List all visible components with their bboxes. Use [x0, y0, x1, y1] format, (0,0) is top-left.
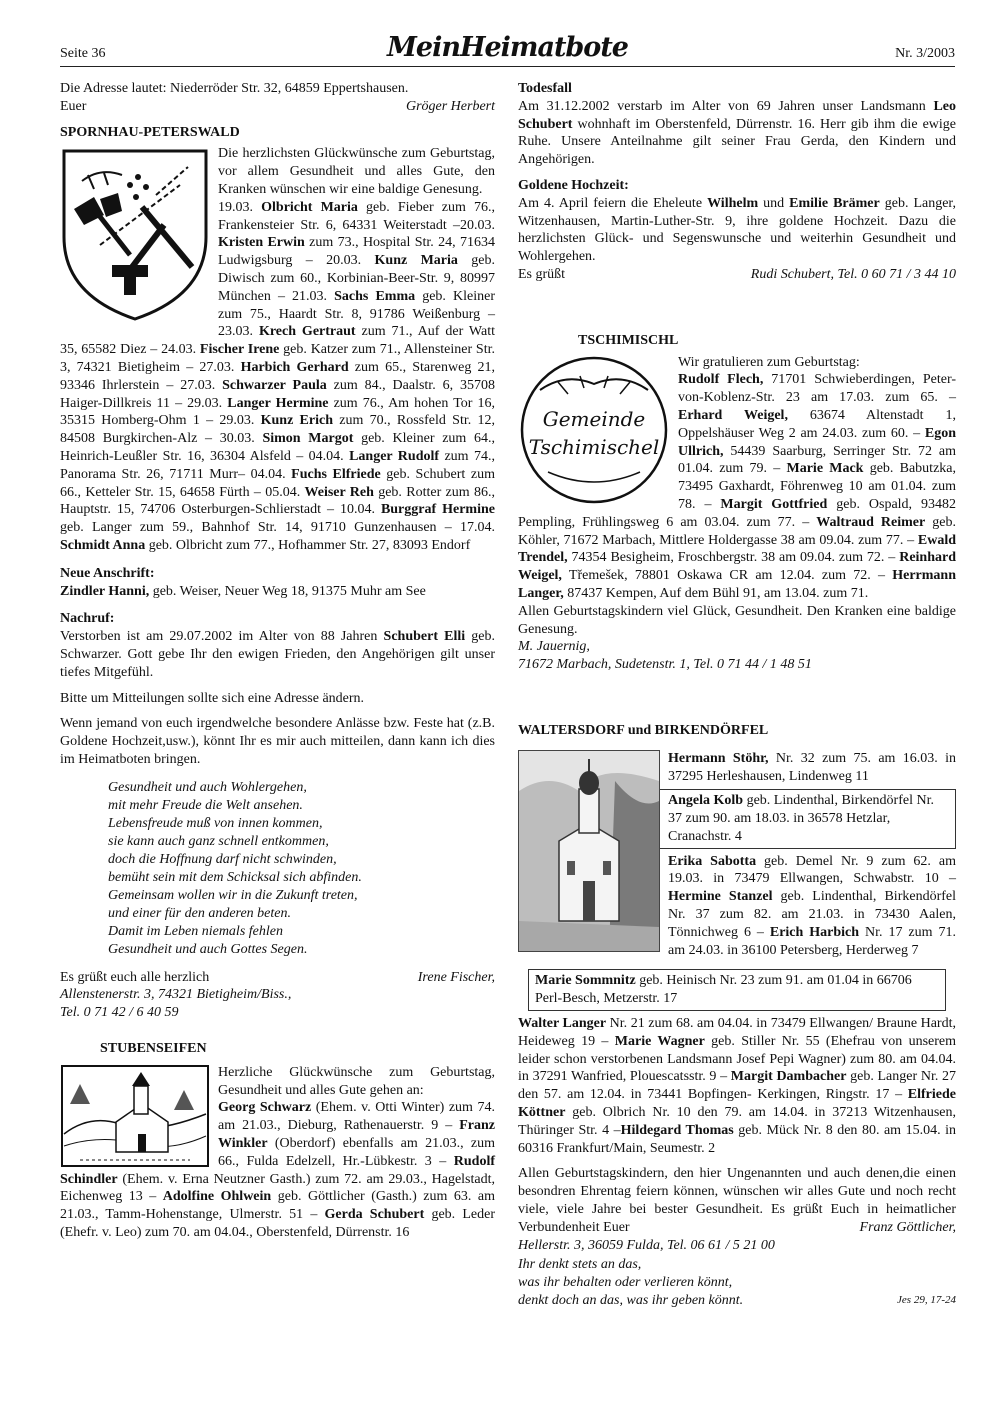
spornhau-greeting: Die herzlichsten Glückwünsche zum Geburtstag, vor allem Gesundheit und alles Gute, den Kranken wünschen wir eine baldige Genesung. [218, 146, 495, 197]
st-name: Franz Winkler [218, 1118, 495, 1152]
ts-details: 63674 Altenstadt 1, Oppelshäuser Weg 2 am 24.03. zum 60. – [678, 407, 956, 441]
poem-line: Gesundheit und auch Gottes Segen. [108, 941, 308, 957]
wa-details: geb. Stiller Nr. 55 (Ehefrau von unserem leider schon verstorbenen Landsmann Josef Pepi Wagner) zum 80. am 04.04. in 37291 Wanfried, Plouescatsstr. 9 – [518, 1033, 956, 1085]
wa-details: Nr. 17 zum 71. am 24.03. in 36100 Petersberg, Herderweg 7 [668, 924, 956, 958]
wa-details: Nr. 32 zum 75. am 16.03. in 37295 Herleshausen, Lindenweg 11 [668, 750, 956, 784]
fischer-name: Irene Fischer, [417, 969, 495, 985]
quote-last-line-row [518, 1292, 956, 1310]
spornhau-coat-of-arms-image [60, 145, 210, 323]
nachruf-text [60, 628, 495, 681]
highlight-box-sommnitz [528, 969, 946, 1011]
wa-name: Marie Wagner [614, 1033, 705, 1049]
quote-reference: Jes 29, 17-24 [897, 1294, 956, 1307]
left-column [60, 80, 495, 1242]
ts-name: Margit Gottfried [720, 496, 828, 512]
ts-details: geb. Babutzka, 73495 Gaxhardt, Föhrenweg 10 am 01.04. zum 78. – [678, 461, 956, 512]
ts-name: Erhard Weigel, [678, 407, 788, 423]
goettlicher-name: Franz Göttlicher, [859, 1219, 956, 1235]
fischer-greeting: Es grüßt euch alle herzlich [60, 969, 210, 985]
ts-name: Reinhard Weigel, [518, 550, 956, 584]
wa-name: Walter Langer [518, 1016, 607, 1032]
bible-quote [518, 1256, 956, 1309]
bitte-text: Bitte um Mitteilungen sollte sich eine Adresse ändern. [60, 690, 365, 706]
tschimischel-seal-image [518, 354, 670, 506]
poem-line: und einer für den anderen beten. [108, 905, 291, 921]
wa-name: Hildegard Thomas [620, 1122, 734, 1138]
gold-signature-row [518, 266, 956, 284]
st-name: Rudolf Schindler [60, 1153, 495, 1187]
poem-line: doch die Hoffnung darf nicht schwinden, [108, 851, 337, 867]
section-title-stubenseifen: STUBENSEIFEN [100, 1041, 207, 1057]
bd-name: Simon Margot [262, 431, 354, 447]
bd-name: Harbich Gerhard [240, 359, 349, 375]
nachruf-name: Schubert Elli [383, 629, 466, 645]
wa-name: Erich Harbich [769, 924, 860, 940]
poem-line: mit mehr Freude die Welt ansehen. [108, 797, 303, 813]
fischer-address: Allenstenerstr. 3, 74321 Bietigheim/Biss., [60, 987, 292, 1003]
bd-details: zum 71., Auf der Watt 35, 65582 Diez – 24.03. [60, 324, 496, 358]
jauernig-name: M. Jauernig, [518, 639, 590, 655]
todesfall-pre: Am 31.12.2002 verstarb im Alter von 69 Jahren unser Landsmann [518, 98, 934, 114]
todesfall-post: wohnhaft im Oberstenfeld, Dürrenstr. 16. Herr gib ihm die ewige Ruhe. Unsere Anteilnahme gilt seiner Frau Gerda, den Kindern und Angehörigen. [518, 116, 956, 168]
bd-name: Fuchs Elfriede [291, 466, 381, 482]
bd-name: Kunz Erich [260, 413, 333, 429]
bd-name: Weiser Reh [304, 484, 374, 500]
tschimischl-greeting: Wir gratulieren zum Geburtstag: [678, 354, 860, 370]
waltersdorf-closing [518, 1165, 956, 1236]
wa-name: Erika Sabotta [668, 853, 757, 869]
ts-name: Ewald Trendel, [518, 532, 956, 566]
quote-line: was ihr behalten oder verlieren könnt, [518, 1275, 733, 1291]
intro-euer: Euer [60, 98, 87, 114]
walt-closing-text: Allen Geburtstagskindern, den hier Ungenannten und auch denen,die einen besondren Ehrentag feiern können, wünschen wir alles Gute und noch recht viele, viele Jahre bei bester Gesundheit. Es grüßt Euch in heimatlicher Verbundenheit Euer [518, 1166, 956, 1235]
bd-details: geb. Fieber zum 76., Frankensteier Str. 6, 64331 Weiterstadt –20.03. [218, 199, 495, 233]
gold-name-2: Emilie Brämer [789, 195, 880, 211]
bd-name: Langer Rudolf [349, 448, 440, 464]
stubenseifen-greeting: Herzliche Glückwünsche zum Geburtstag, Gesundheit und alles Gute gehen an: [218, 1064, 495, 1098]
page-header [60, 30, 955, 70]
bd-name: Schmidt Anna [60, 537, 146, 553]
ts-details: 87437 Kempen, Auf dem Bühl 91, am 13.04. zum 71. [563, 585, 869, 601]
goldene-hochzeit-text [518, 195, 956, 266]
goldene-hochzeit-title: Goldene Hochzeit: [518, 177, 629, 193]
ts-name: Marie Mack [786, 461, 864, 477]
ts-details: geb. Ospald, 93482 Pempling, Frühlingsweg 6 am 03.04. zum 77. – [518, 496, 956, 530]
bd-details: geb. Rotter zum 86., Hauptstr. 15, 74706 Osterburgen-Schlierstadt – 10.04. [60, 484, 495, 518]
bd-details: geb. Katzer zum 71., Allensteiner Str. 3, 74321 Bietigheim – 27.03. [60, 342, 495, 375]
wa-name: Elfriede Köttner [518, 1087, 956, 1121]
quote-line: Ihr denkt stets an das, [518, 1257, 642, 1273]
todesfall-name: Leo Schubert [518, 98, 956, 132]
poem-line: sie kann auch ganz schnell entkommen, [108, 833, 329, 849]
issue-number: Nr. 3/2003 [895, 46, 955, 61]
bd-details: zum 84., Daalstr. 6, 35708 Haiger-Dillkreis 11 – 29.03. [60, 377, 495, 411]
right-column [518, 80, 956, 1310]
poem-line: Gesundheit und auch Wohlergehen, [108, 779, 307, 795]
quote-line: denkt doch an das, was ihr geben könnt. [518, 1293, 744, 1309]
seal-text-tschimischel: Tschimischel [528, 434, 660, 459]
neue-anschrift-name: Zindler Hanni, [60, 583, 150, 599]
waltersdorf-chapel-photo [518, 750, 660, 952]
nachruf-post: geb. Schwarzer. Gott gebe Ihr den ewigen Frieden, den Angehörigen gilt unser tiefes Mitgefühl. [60, 629, 495, 680]
stubenseifen-church-drawing [60, 1064, 210, 1168]
ts-name: Egon Ullrich, [678, 425, 956, 459]
section-title-waltersdorf: WALTERSDORF und BIRKENDÖRFEL [518, 722, 769, 738]
gold-pre: Am 4. April feiern die Eheleute [518, 195, 708, 211]
intro-signature: Gröger Herbert [405, 98, 495, 114]
ts-name: Waltraud Reimer [816, 514, 926, 530]
bd-details: zum 76., Am hohen Tor 16, 35315 Homberg-Ohm 1 – 29.03. [60, 395, 496, 429]
box-name: Angela Kolb [668, 793, 744, 809]
neue-anschrift-title: Neue Anschrift: [60, 565, 155, 581]
bd-details: zum 73., Hospital Str. 24, 71634 Ludwigsburg – 20.03. [218, 235, 495, 269]
poem-line: Lebensfreude muß von innen kommen, [108, 815, 323, 831]
seal-text-gemeinde: Gemeinde [542, 406, 646, 431]
wa-details: geb. Olbrich Nr. 10 den 79. am 14.04. in 37213 Witzenhausen, Thüringer Str. 4 – [518, 1105, 956, 1138]
wa-details: geb. Mück Nr. 8 den 80. am 15.04. in 60316 Frankfurt/Main, Seumestr. 2 [518, 1122, 956, 1156]
box-details: geb. Heinisch Nr. 23 zum 91. am 01.04 in 66706 Perl-Besch, Metzerstr. 17 [535, 973, 912, 1007]
gold-greeting: Es grüßt [518, 266, 566, 282]
masthead-logo: MeinHeimatbote [387, 32, 628, 63]
neue-anschrift-details: geb. Weiser, Neuer Weg 18, 91375 Muhr am See [149, 583, 426, 599]
bd-details: geb. Kleiner zum 64., Heinrich-Leußler Str. 16, 36304 Alsfeld – 04.04. [60, 431, 496, 464]
gold-und: und [758, 195, 790, 211]
ts-details: geb. Köhler, 71672 Marbach, Mittlere Holdergasse 38 am 09.04. zum 77. – [518, 514, 956, 548]
bd-details: zum 65., Starenweg 21, 93346 Ihrlerstein – 27.03. [60, 359, 495, 393]
st-name: Adolfine Ohlwein [162, 1189, 272, 1205]
bd-name: Schwarzer Paula [222, 377, 327, 393]
bd-details: geb. Schubert zum 66., Ketteler Str. 15, 64658 Fürth – 05.04. [60, 466, 495, 500]
st-details: (Oberdorf) ebenfalls am 21.03., zum 66., Fulda Edelzell, Hr.-Lübkestr. 3 – [218, 1136, 495, 1169]
st-name: Georg Schwarz [218, 1100, 312, 1116]
todesfall-title: Todesfall [518, 81, 572, 96]
ts-name: Herrmann Langer, [518, 568, 956, 601]
gold-name-1: Wilhelm [707, 195, 759, 211]
wa-name: Hermann Stöhr, [668, 750, 769, 766]
wa-details: Nr. 21 zum 68. am 04.04. in 73479 Ellwangen/ Braune Hardt, Heideweg 19 – [518, 1016, 956, 1049]
wenn-text: Wenn jemand von euch irgendwelche besondere Anlässe bzw. Feste hat (z.B. Goldene Hochzeit,usw.), könnt Ihr es mir auch mitteilen, dann kann ich dies im Heimatboten bringen. [60, 716, 495, 767]
bd-name: Krech Gertraut [258, 324, 356, 340]
wa-name: Hermine Stanzel [668, 889, 773, 905]
fischer-signature-row [60, 969, 495, 987]
box-name: Marie Sommnitz [535, 973, 636, 989]
bd-prefix: 19.03. [218, 199, 262, 215]
bd-details: geb. Langer zum 59., Bahnhof Str. 14, 91710 Gunzenhausen – 17.04. [60, 520, 495, 536]
poem-line: bemüht sein mit dem Schicksal sich abfinden. [108, 869, 362, 885]
page-number: Seite 36 [60, 46, 106, 61]
chapel-photo-graphic [519, 751, 659, 951]
jauernig-address: 71672 Marbach, Sudetenstr. 1, Tel. 0 71 44 / 1 48 51 [518, 657, 812, 673]
bd-name: Burggraf Hermine [380, 502, 495, 518]
bd-details: geb. Diwisch zum 60., Korbinian-Beer-Str. 9, 80997 München – 21.03. [218, 253, 495, 304]
poem-line: Gemeinsam wollen wir in die Zukunft treten, [108, 887, 358, 903]
st-details: (Ehem. v. Erna Neutzner Gasth.) zum 72. am 29.03., Hagelstadt, Eichenweg 13 – [60, 1171, 495, 1205]
gold-post: geb. Langer, Witzenhausen, Martin-Luther-Str. 9, ihre goldene Hochzeit. Dazu die herzlichsten Glück- und Segenswunsche und weiterhin Gesundheit und Wohlergehen. [518, 195, 957, 265]
nachruf-pre: Verstorben ist am 29.07.2002 im Alter von 88 Jahren [60, 629, 384, 645]
poem-line: Damit im Leben niemals fehlen [108, 923, 283, 939]
goettlicher-address: Hellerstr. 3, 36059 Fulda, Tel. 06 61 / 5 21 00 [518, 1237, 775, 1253]
ts-details: 74354 Besigheim, Froschbergstr. 38 am 09.04. zum 72. – [567, 550, 900, 566]
wa-details: geb. Langer Nr. 27 den 57. am 12.04. in 73441 Bopfingen- Kerkingen, Ringstr. 17 – [518, 1069, 957, 1103]
ts-name: Rudolf Flech, [678, 372, 764, 388]
wa-name: Margit Dambacher [730, 1069, 847, 1085]
gold-signature: Rudi Schubert, Tel. 0 60 71 / 3 44 10 [750, 266, 956, 282]
bd-name: Kristen Erwin [218, 235, 305, 251]
ts-details: 54439 Saarburg, Serringer Str. 72 am 01.04. zum 79. – [678, 443, 956, 477]
todesfall-text [518, 98, 956, 169]
neue-anschrift-text [60, 583, 495, 601]
header-rule [60, 66, 955, 67]
wa-details: geb. Demel Nr. 9 zum 62. am 19.03. in 73479 Ellwangen, Schwabstr. 10 – [668, 853, 956, 887]
bd-details: geb. Kleiner zum 75., Haardt Str. 8, 91786 Weißenburg – 23.03. [218, 288, 495, 340]
bd-name: Fischer Irene [199, 342, 280, 358]
bd-name: Olbricht Maria [261, 199, 358, 215]
intro-signature-row [60, 98, 495, 116]
nachruf-title: Nachruf: [60, 611, 115, 627]
st-details: geb. Göttlicher (Gasth.) zum 63. am 21.03., Tamm-Hohenstange, Ulmerstr. 51 – [60, 1189, 496, 1223]
st-name: Gerda Schubert [324, 1207, 425, 1223]
st-details: (Ehem. v. Otti Winter) zum 74. am 21.03., Dieburg, Rathenauerstr. 9 – [218, 1100, 495, 1134]
section-title-spornhau: SPORNHAU-PETERSWALD [60, 124, 240, 140]
bd-details: geb. Olbricht zum 77., Hofhammer Str. 27, 83093 Endorf [145, 537, 471, 553]
bd-name: Kunz Maria [374, 253, 458, 269]
poem [108, 779, 495, 959]
waltersdorf-entry-list-3 [518, 1015, 956, 1157]
wa-details: geb. Lindenthal, Birkendörfel Nr. 37 zum 82. am 21.03. in 73430 Aalen, Tönnichweg 6 – [668, 889, 956, 940]
tschimischl-closing: Allen Geburtstagskindern viel Glück, Gesundheit. Den Kranken eine baldige Genesung. [518, 603, 956, 637]
section-title-tschimischl: TSCHIMISCHL [578, 332, 679, 348]
bd-name: Sachs Emma [334, 288, 416, 304]
st-details: geb. Leder (Ehefr. v. Leo) zum 70. am 04.04., Oberstenfeld, Dürrenstr. 16 [60, 1207, 495, 1241]
bd-name: Langer Hermine [227, 395, 329, 411]
ts-details: Třemešek, 78801 Oskawa CR am 12.04. zum 72. – [561, 568, 893, 584]
bd-details: zum 74., Panorama Str. 26, 71711 Murr– 04.04. [60, 448, 495, 482]
fischer-phone: Tel. 0 71 42 / 6 40 59 [60, 1005, 179, 1021]
intro-address: Die Adresse lautet: Niederröder Str. 32, 64859 Eppertshausen. [60, 81, 409, 96]
box-details: geb. Lindenthal, Birkendörfel Nr. 37 zum 90. am 18.03. in 36578 Hetzlar, Cranachstr. 4 [668, 793, 934, 844]
ts-details: 71701 Schwieberdingen, Peter-von-Koblenz-Str. 23 am 17.03. zum 65. – [678, 372, 957, 406]
bd-details: zum 70., Rossfeld Str. 12, 84508 Burgkirchen-Alz – 30.03. [60, 413, 495, 447]
